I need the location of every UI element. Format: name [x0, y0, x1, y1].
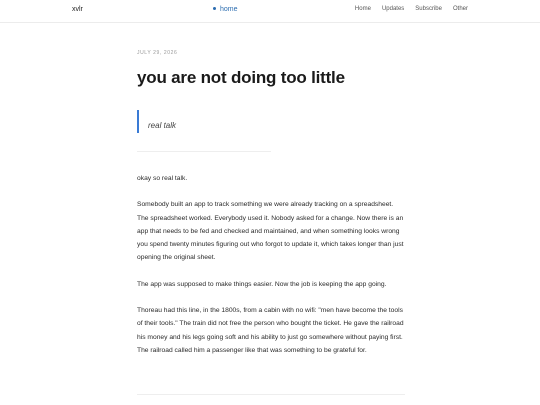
- home-dot-icon: [213, 7, 216, 10]
- nav-item-other[interactable]: Other: [452, 6, 468, 12]
- post-body: [137, 172, 405, 357]
- body-paragraph: The app was supposed to make things easier. Now the job is keeping the app going.: [137, 280, 387, 288]
- pull-quote: [137, 110, 405, 133]
- section-divider: [137, 151, 271, 152]
- article: [137, 50, 405, 370]
- home-link[interactable]: [213, 6, 238, 13]
- pull-quote-text: real talk: [148, 121, 177, 130]
- post-date: JULY 29, 2026: [137, 50, 178, 56]
- post-title: you are not doing too little: [137, 68, 345, 87]
- body-paragraph: okay so real talk.: [137, 175, 188, 182]
- main-nav: [355, 6, 468, 12]
- top-navigation-bar: [0, 0, 540, 23]
- nav-item-updates[interactable]: Updates: [381, 6, 405, 12]
- bottom-divider: [137, 394, 405, 395]
- nav-item-subscribe[interactable]: Subscribe: [415, 6, 442, 12]
- site-brand-link[interactable]: xvlr: [72, 6, 83, 13]
- home-link-label: home: [220, 6, 238, 13]
- nav-item-home[interactable]: Home: [354, 6, 371, 12]
- body-paragraph: Somebody built an app to track something we were already tracking on a spreadsheet. The spreadsheet worked. Everybody used it. Nobody asked for a change. Now there is an app that needs to be fed and checked and maintained, and when something looks wrong you spend twenty minutes figuring out who forgot to update it, which takes longer than just opening the original sheet.: [137, 201, 404, 262]
- body-paragraph: Thoreau had this line, in the 1800s, from a cabin with no wifi: "men have become the tools of their tools." The train did not free the person who bought the ticket. He gave the railroad his money and his legs going soft and his ability to just go somewhere without paying first. The railroad called him a passenger like that was something to be grateful for.: [137, 307, 404, 354]
